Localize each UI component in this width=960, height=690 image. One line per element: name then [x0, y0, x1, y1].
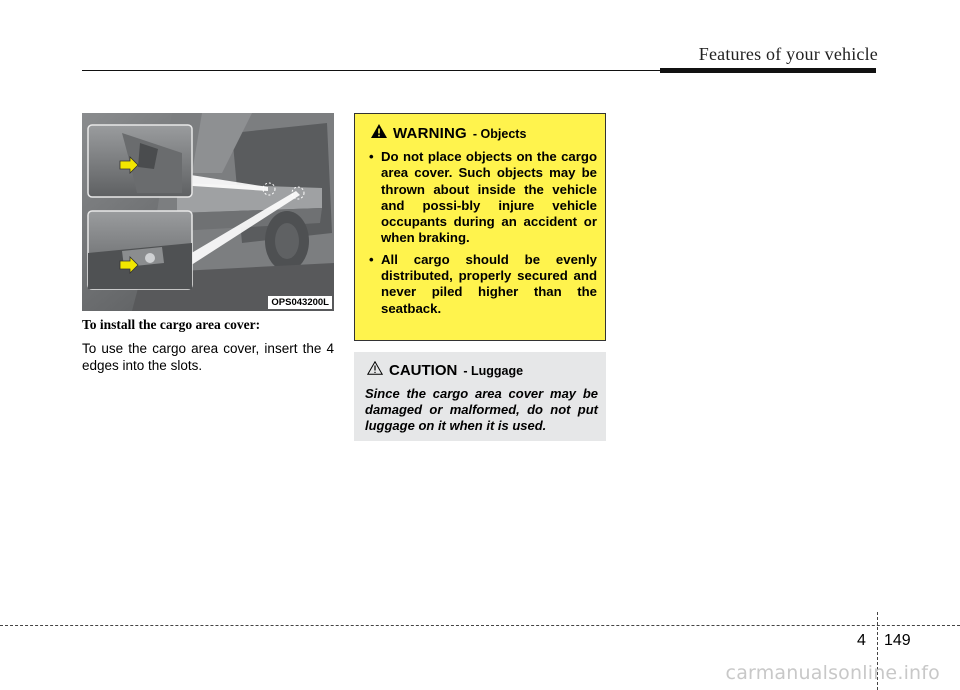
warning-title: WARNING	[393, 125, 467, 142]
warning-box	[354, 113, 606, 341]
header-rule-accent	[660, 68, 876, 73]
caution-box	[354, 352, 606, 441]
chapter-number: 4	[857, 632, 866, 649]
footer-rule	[0, 625, 960, 626]
install-instructions: To use the cargo area cover, insert the 4 edges into the slots.	[82, 341, 334, 373]
warning-subtitle: - Objects	[472, 126, 527, 141]
install-subheading: To install the cargo area cover:	[82, 317, 261, 332]
warning-heading	[371, 124, 597, 143]
cargo-cover-illustration	[82, 113, 334, 311]
page-number: 149	[884, 632, 911, 649]
caution-text: Since the cargo area cover may be damaged or malformed, do not put luggage on it when it is used.	[365, 386, 598, 433]
cargo-area-drawing	[82, 113, 334, 311]
warning-item: • All cargo should be evenly distributed, properly secured and never piled higher than the seatback.	[369, 252, 597, 317]
caution-title: CAUTION	[389, 362, 458, 379]
caution-triangle-icon	[367, 361, 383, 380]
figure-code-label: OPS043200L	[268, 296, 332, 309]
warning-item: • Do not place objects on the cargo area cover. Such objects may be thrown about inside the vehicle and possi-bly injure vehicle occupants during an accident or when braking.	[369, 149, 597, 247]
watermark: carmanualsonline.info	[725, 662, 940, 684]
header-section-title: Features of your vehicle	[698, 44, 878, 64]
warning-triangle-icon	[371, 124, 387, 143]
caution-heading	[367, 361, 598, 380]
caution-subtitle: - Luggage	[463, 363, 524, 378]
warning-list	[369, 149, 597, 317]
